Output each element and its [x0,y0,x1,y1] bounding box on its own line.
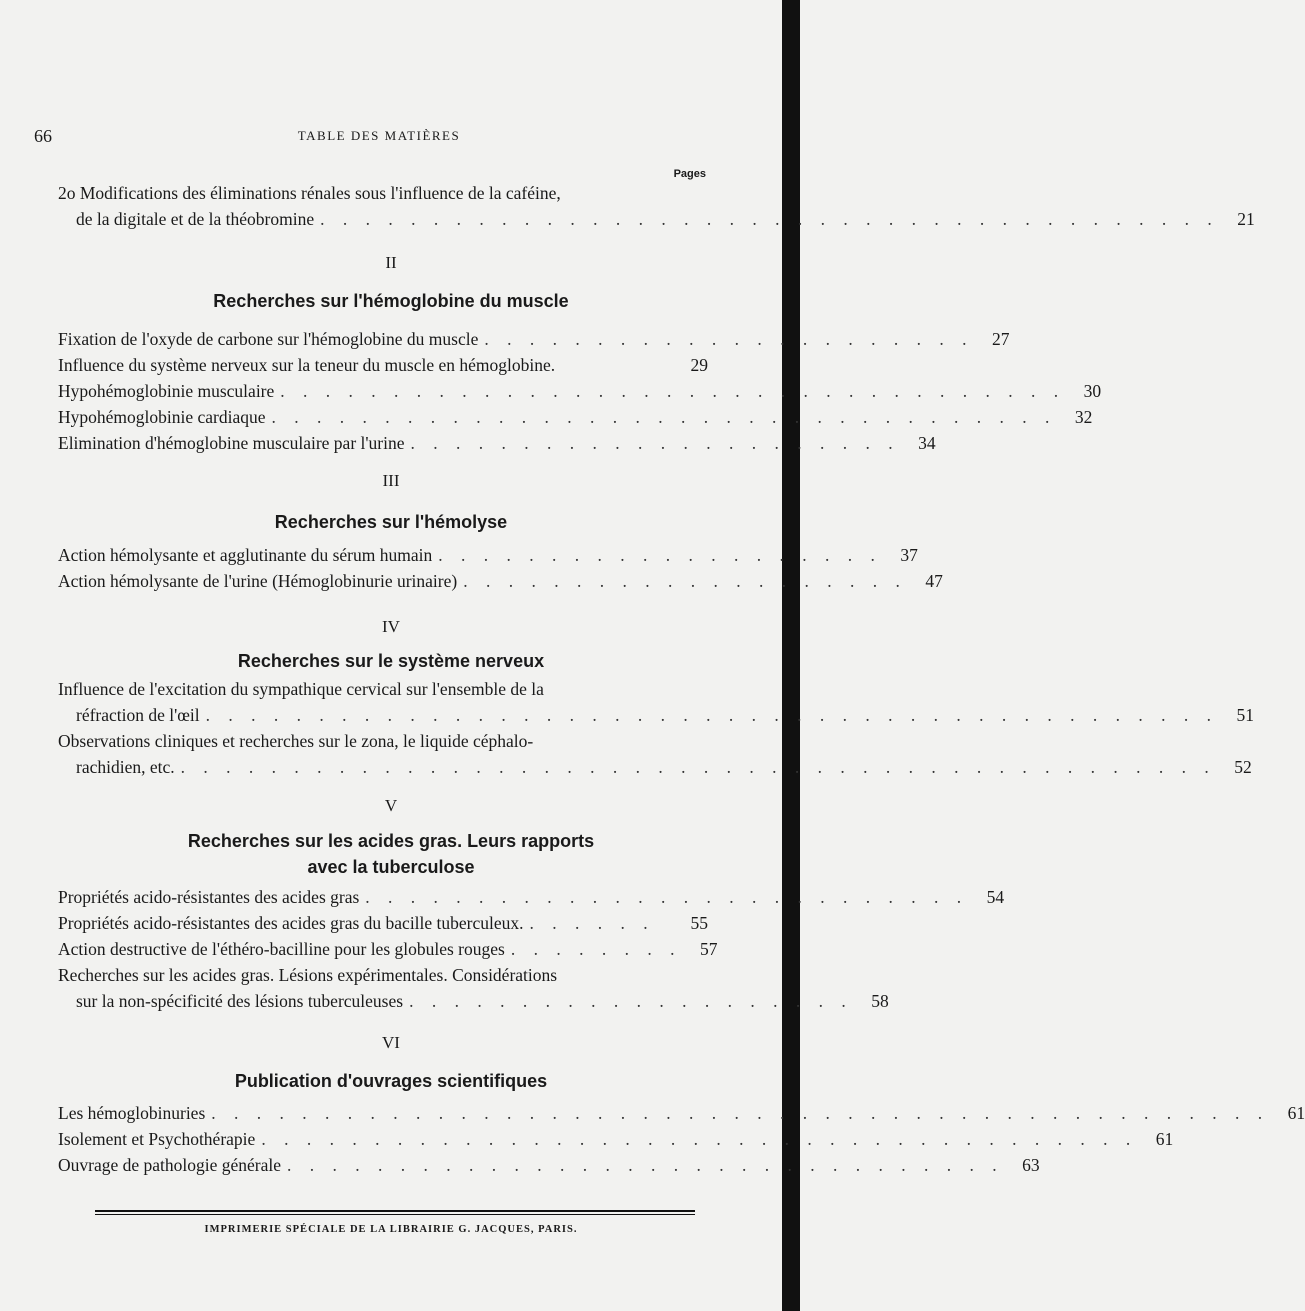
dot-leader: . . . . . . . . [510,939,682,959]
toc-page-number: 54 [986,887,1005,907]
page-number: 66 [34,126,52,146]
dot-leader: . . . . . . . . . . . . . . . . . . . . . . . . . . . . . . . . . . . . . . . . . . . . . . . [211,1103,1270,1123]
running-title: TABLE DES MATIÈRES [297,128,461,143]
section-title: Publication d'ouvrages scientifiques [234,1071,548,1091]
dot-leader: . . . . . . . . . . . . . . . . . . . . . . . . . . . . . . . . . . . . . . . . . . . . . . [180,757,1216,777]
footer-rule-thin [95,1214,695,1215]
dot-leader: . . . . . . . . . . . . . . . . . . . . . . . . . . . . . . . . . . . . . . . [261,1129,1138,1149]
dot-leader: . . . . . . . . . . . . . . . . . . . . . . . . . . . . . . . . . . . [271,407,1057,427]
toc-entry-text: Influence de l'excitation du sympathique cervical sur l'ensemble de la [58,679,544,699]
pages-column-label: Pages [673,168,706,180]
toc-entry-text: sur la non-spécificité des lésions tuberculeuses [76,991,404,1011]
toc-entry-text: Action hémolysante de l'urine (Hémoglobinurie urinaire) [58,571,458,591]
toc-page-number: 58 [871,991,889,1011]
toc-page-number: 52 [1234,757,1252,777]
toc-entry-text: Propriétés acido-résistantes des acides gras du bacille tuberculeux. [58,913,524,933]
footer-rule [95,1210,695,1212]
section-title: Recherches sur les acides gras. Leurs rapports [187,831,595,851]
dot-leader: . . . . . . . . . . . . . . . . . . . . . . . . . . . . . . . . . . . . . . . . [320,209,1219,229]
toc-page-number: 32 [1074,407,1093,427]
toc-section-entries [58,884,1005,1014]
dot-leader: . . . . . . . . . . . . . . . . . . . . . . . . . . . . . . . . . . . . . . . . . . . . . [205,705,1219,725]
dot-leader: . . . . . . . . . . . . . . . . . . . . . . . . . . . . . . . . . . . [280,381,1066,401]
dot-leader: . . . . . . . . . . . . . . . . . . . . . . [484,329,974,349]
section-title: Recherches sur le système nerveux [237,651,545,671]
section-numeral: IV [382,617,400,636]
section-numeral: V [384,796,398,815]
section-numeral: II [385,253,397,272]
page-header [34,126,724,150]
section-numeral: VI [382,1033,400,1052]
toc-section-entries [58,1100,1305,1178]
section-title: Recherches sur l'hémoglobine du muscle [213,291,569,311]
dot-leader: . . . . . . . . . . . . . . . . . . . . [409,991,853,1011]
toc-page-number: 57 [699,939,718,959]
toc-entry-text: de la digitale et de la théobromine [76,209,315,229]
toc-entry-text: Recherches sur les acides gras. Lésions expérimentales. Considérations [58,965,558,985]
toc-page-number: 63 [1022,1155,1040,1175]
toc-entry-text: Elimination d'hémoglobine musculaire par l'urine [58,433,405,453]
toc-page-number: 55 [690,913,708,933]
toc-page-number: 21 [1237,209,1255,229]
toc-page-number: 61 [1287,1103,1305,1123]
toc-page-number: 37 [900,545,918,565]
toc-entry-text: Influence du système nerveux sur la teneur du muscle en hémoglobine. [58,355,556,375]
printer-imprint: IMPRIMERIE SPÉCIALE DE LA LIBRAIRIE G. JACQUES, PARIS. [204,1224,578,1235]
toc-section-entries [58,542,943,594]
toc-page-number: 27 [992,329,1010,349]
toc-page-number: 34 [918,433,936,453]
dot-leader: . . . . . . [529,913,655,933]
toc-entry-text: rachidien, etc. [76,757,175,777]
toc-entry-text: Action destructive de l'éthéro-bacilline pour les globules rouges [58,939,505,959]
toc-entry-text: 2o Modifications des éliminations rénales sous l'influence de la caféine, [58,183,561,203]
section-numeral: III [382,471,400,490]
toc-section-entries [58,676,1255,780]
toc-entry-text: Les hémoglobinuries [58,1103,206,1123]
dot-leader: . . . . . . . . . . . . . . . . . . . . [463,571,907,591]
toc-entry-text: Hypohémoglobinie cardiaque [58,407,266,427]
toc-entry-text: Ouvrage de pathologie générale [58,1155,282,1175]
toc-entry-text: Observations cliniques et recherches sur le zona, le liquide céphalo- [58,731,534,751]
toc-page-number: 30 [1083,381,1102,401]
toc-page-number: 51 [1236,705,1255,725]
toc-page-number: 47 [925,571,943,591]
toc-page-number: 61 [1155,1129,1174,1149]
dot-leader: . . . . . . . . . . . . . . . . . . . . [438,545,882,565]
toc-entry-text: Isolement et Psychothérapie [58,1129,256,1149]
toc-entry-text: réfraction de l'œil [76,705,200,725]
section-title: Recherches sur l'hémolyse [274,512,508,532]
toc-page-number: 29 [690,355,708,375]
toc-entry-text: Action hémolysante et agglutinante du sérum humain [58,545,433,565]
toc-entry-text: Hypohémoglobinie musculaire [58,381,275,401]
toc-entry-text: Fixation de l'oxyde de carbone sur l'hémoglobine du muscle [58,329,479,349]
section-title: avec la tuberculose [307,857,475,877]
toc-entry-text: Propriétés acido-résistantes des acides gras [58,887,360,907]
toc-section-entries [58,326,1102,456]
toc-entry [58,180,1255,232]
dot-leader: . . . . . . . . . . . . . . . . . . . . . . [410,433,900,453]
dot-leader: . . . . . . . . . . . . . . . . . . . . . . . . . . . [365,887,969,907]
dot-leader: . . . . . . . . . . . . . . . . . . . . . . . . . . . . . . . . [287,1155,1004,1175]
